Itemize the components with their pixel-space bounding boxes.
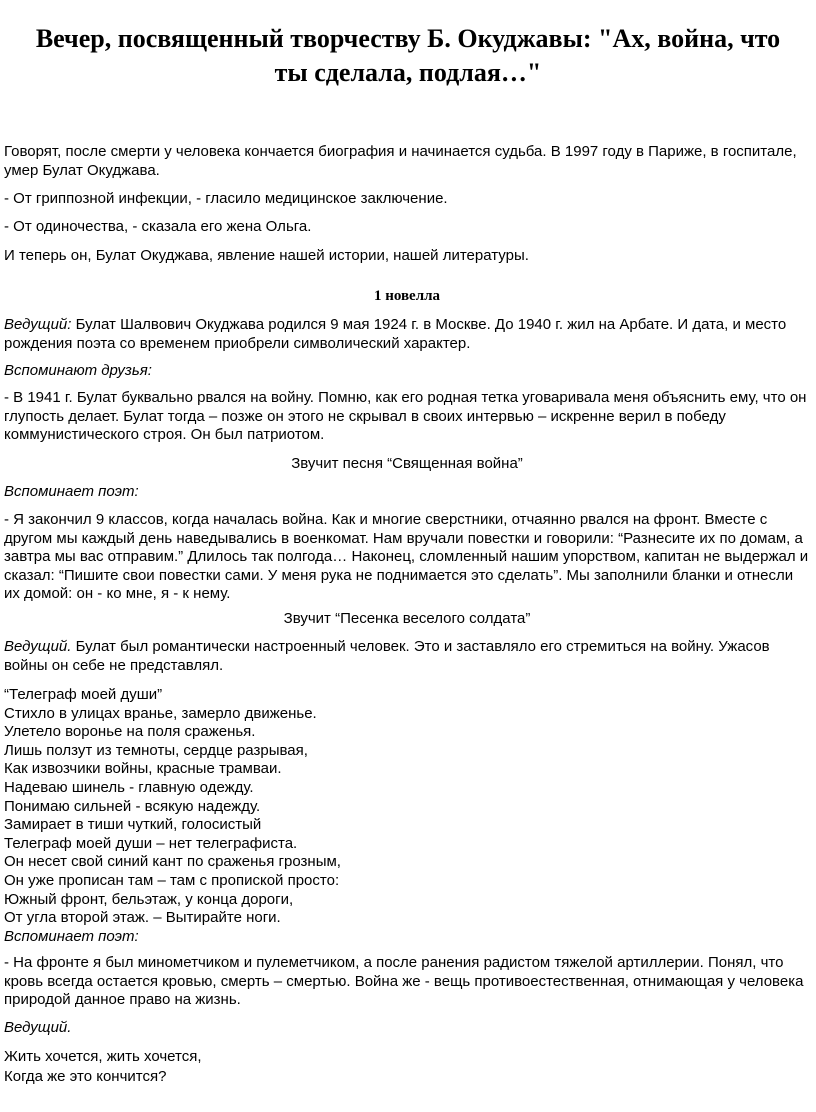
- friends-paragraph: - В 1941 г. Булат буквально рвался на войну. Помню, как его родная тетка уговаривала меня объяснить ему, что он глупость делает. Булат тогда – позже он этого не скрывал в своих интервью – искренне верил в победу коммунистического строя. Он был патриотом.: [4, 389, 807, 444]
- poem-title: “Телеграф моей души”: [4, 686, 163, 703]
- verse-line: Когда же это кончится?: [4, 1068, 167, 1085]
- poem-line: Понимаю сильней - всякую надежду.: [4, 797, 261, 815]
- host-label-3: Ведущий.: [4, 1019, 72, 1036]
- poet-label-2: Вспоминает поэт:: [4, 927, 139, 945]
- host-paragraph-2: [4, 638, 810, 675]
- poem-line: Южный фронт, бельэтаж, у конца дороги,: [4, 890, 294, 908]
- host-text: Булат был романтически настроенный человек. Это и заставляло его стремиться на войну. Ужасов войны он себе не представлял.: [4, 638, 770, 674]
- intro-paragraph-2: - От гриппозной инфекции, - гласило медицинское заключение.: [4, 190, 448, 207]
- poet-paragraph-2: - На фронте я был минометчиком и пулеметчиком, а после ранения радистом тяжелой артиллерии. Понял, что кровь всегда остается кровью, смерть – смертью. Война же - вещь противоестественная, отнимающая у человека природой данное право на жизнь.: [4, 954, 804, 1009]
- poem-line: Лишь ползут из темноты, сердце разрывая,: [4, 741, 308, 759]
- intro-paragraph-3: - От одиночества, - сказала его жена Ольга.: [4, 218, 312, 235]
- host-text: Булат Шалвович Окуджава родился 9 мая 1924 г. в Москве. До 1940 г. жил на Арбате. И дата, и место рождения поэта со временем приобрели символический характер.: [4, 316, 787, 352]
- poem-line: Надеваю шинель - главную одежду.: [4, 778, 254, 796]
- poet-paragraph-1: - Я закончил 9 классов, когда началась война. Как и многие сверстники, отчаянно рвался на фронт. Вместе с другом мы каждый день наведывались в военкомат. Нам вручали повестки и говорили: “Разнесите их по домам, а завтра мы вас отправим.” Длилось так полгода… Наконец, сломленный нашим упорством, капитан не выдержал и сказал: “Пишите свои повестки сами. У меня рука не поднимается это сделать”. Мы заполнили бланки и отнесли их домой: он - ко мне, я - к нему.: [4, 511, 809, 603]
- poem-line: От угла второй этаж. – Вытирайте ноги.: [4, 909, 281, 927]
- poet-label-1: Вспоминает поэт:: [4, 483, 139, 500]
- speaker-label: Ведущий.: [4, 638, 72, 655]
- poem-line: Улетело воронье на поля сраженья.: [4, 723, 256, 741]
- document-title: Вечер, посвященный творчеству Б. Окуджавы: "Ах, война, что ты сделала, подлая…": [35, 24, 781, 87]
- poem-line: Замирает в тиши чуткий, голосистый: [4, 816, 262, 834]
- song-note-1: Звучит песня “Священная война”: [291, 455, 523, 472]
- poem-line: Стихло в улицах вранье, замерло движенье.: [4, 704, 317, 722]
- novella-heading: 1 новелла: [373, 288, 441, 304]
- host-paragraph-1: [4, 316, 810, 353]
- poem-block: [4, 686, 810, 946]
- poem-line: Как извозчики войны, красные трамваи.: [4, 760, 282, 778]
- song-note-2: Звучит “Песенка веселого солдата”: [283, 610, 531, 627]
- friends-label: Вспоминают друзья:: [4, 362, 152, 379]
- intro-paragraph-4: И теперь он, Булат Окуджава, явление нашей истории, нашей литературы.: [4, 247, 529, 264]
- poem-line: Он уже прописан там – там с пропиской просто:: [4, 871, 340, 889]
- poem-line: Он несет свой синий кант по сраженья грозным,: [4, 853, 341, 871]
- intro-paragraph-1: Говорят, после смерти у человека кончается биография и начинается судьба. В 1997 году в Париже, в госпитале, умер Булат Окуджава.: [4, 143, 797, 179]
- verse-line: Жить хочется, жить хочется,: [4, 1048, 202, 1065]
- poem-line: Телеграф моей души – нет телеграфиста.: [4, 834, 298, 852]
- speaker-label: Ведущий:: [4, 316, 72, 333]
- closing-verse: [4, 1047, 810, 1087]
